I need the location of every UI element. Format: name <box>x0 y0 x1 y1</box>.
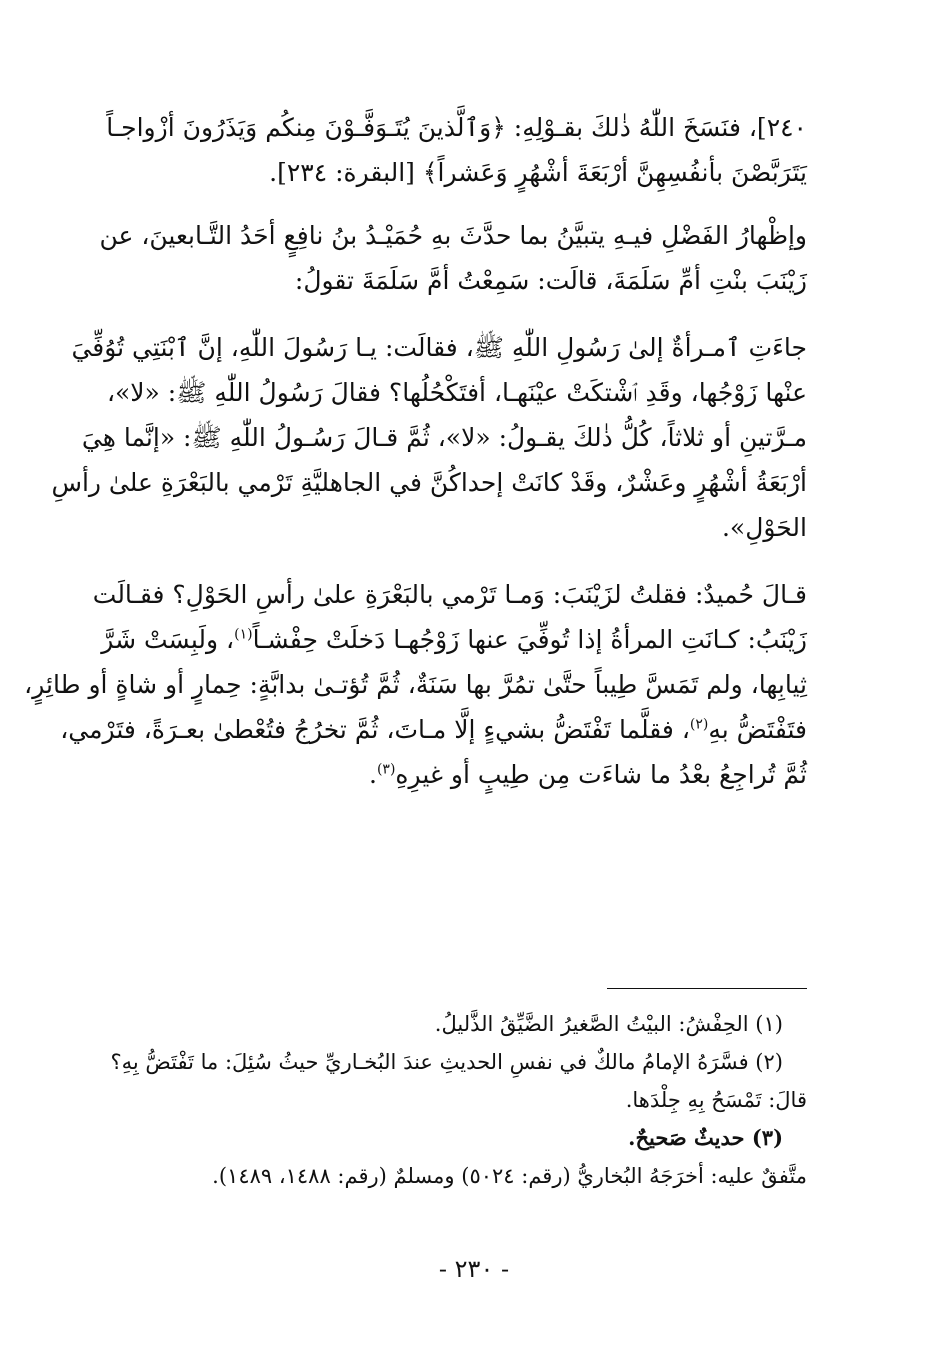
text-line: وإظْهارُ الفَضْلِ فيـهِ يتبيَّنُ بما حدَّثَ بهِ حُمَيْـدُ بنُ نافِعٍ أحَدُ التَّـابعينَ، عن <box>99 221 807 250</box>
text-segment: زَيْنَبُ: كـانَتِ المرأةُ إذا تُوفِّيَ عنها زَوْجُهـا دَخلَتْ حِفْشـاً <box>252 625 807 654</box>
text-line: ٢٤٠]، فنَسَخَ اللّٰهُ ذٰلكَ بقـوْلِهِ: ﴿وَٱلَّذينَ يُتَـوَفَّـوْنَ مِنكُم وَيَذَرُونَ أزْواجـاً <box>106 113 807 142</box>
text-line: عنْها زَوْجُها، وقَدِ ٱشْتكَتْ عيْنَهـا، أفتَكْحُلُها؟ فقالَ رَسُولُ اللّٰهِ ﷺ: «لا»، <box>106 378 807 407</box>
footnote-text: (٢) فسَّرَهُ الإمامُ مالكٌ في نفسِ الحديثِ عندَ البُخـاريِّ حيثُ سُئِلَ: ما تَفْتَضُّ بِهِ؟ <box>110 1050 783 1074</box>
text-line: يَتَرَبَّصْنَ بأنفُسِهِنَّ أرْبَعَةَ أشْهُرٍ وَعَشراً﴾ [البقرة: ٢٣٤]. <box>269 158 807 187</box>
text-line <box>60 707 807 752</box>
text-line: قـالَ حُميدٌ: فقلتُ لزَيْنَبَ: وَمـا تَرْمي بالبَعْرَةِ علىٰ رأسِ الحَوْلِ؟ فقـالَت <box>92 580 807 609</box>
text-line: الحَوْلِ». <box>721 513 807 542</box>
footnotes <box>95 1005 807 1195</box>
footnote-ref-1[interactable]: (١) <box>234 626 253 643</box>
footnote-text: (٣) حديثٌ صَحيحٌ. <box>628 1125 783 1150</box>
quran-paragraph <box>95 105 807 195</box>
hadith-paragraph <box>51 325 807 550</box>
main-text <box>24 105 807 797</box>
text-line: مـرَّتينِ أو ثلاثاً، كُلُّ ذٰلكَ يقـولُ: «لا»، ثُمَّ قـالَ رَسُـولُ اللّٰهِ ﷺ: «إنَّما هِيَ <box>81 423 807 452</box>
text-line: جاءَتِ ٱمـرأةٌ إلىٰ رَسُولِ اللّٰهِ ﷺ، فقالَت: يـا رَسُولَ اللّٰهِ، إنَّ ٱبْنَتِي تُوُفِّيَ <box>71 333 807 362</box>
text-segment: ، ولَبِسَتْ شَرَّ <box>101 625 235 654</box>
footnote-1 <box>95 1005 807 1043</box>
text-line: أرْبَعَةُ أشْهُرٍ وعَشْرٌ، وقَدْ كانَتْ إحداكُنَّ في الجاهليَّةِ تَرْمي بالبَعْرَةِ علىٰ رأسِ <box>51 468 807 497</box>
humaid-paragraph <box>24 572 807 797</box>
footnote-ref-2[interactable]: (٢) <box>689 716 709 733</box>
text-line: زَيْنَبَ بنْتِ أمِّ سَلَمَةَ، قالَت: سَمِعْتُ أمَّ سَلَمَةَ تقولُ: <box>294 266 807 295</box>
page-number: - ٢٣٠ - <box>438 1255 510 1283</box>
text-segment: ، فقلَّما تَفْتَضُّ بشيءٍ إلَّا مـاتَ، ثُمَّ تخرُجُ فتُعْطىٰ بعـرَةً، فتَرْمي، <box>60 715 690 744</box>
text-segment: فتَفْتَضُّ بهِ <box>708 715 807 744</box>
text-segment: . <box>369 760 377 789</box>
footnote-text: (١) الحِفْشُ: البيْتُ الصَّغيرُ الضَّيِّقُ الذَّليلُ. <box>434 1012 783 1036</box>
footnote-3 <box>95 1119 807 1157</box>
footnote-separator <box>607 988 807 989</box>
footnote-2 <box>95 1043 807 1081</box>
text-line: ثِيابِها، ولم تَمَسَّ طِيباً حتَّىٰ تمُرَّ بها سَنَةٌ، ثُمَّ تُؤتـىٰ بدابَّةٍ: حِمارٍ أو شاةٍ أو طائِرٍ، <box>24 670 807 699</box>
footnote-ref-3[interactable]: (٣) <box>376 761 396 778</box>
text-line <box>95 617 807 662</box>
footnote-3-continuation: متَّفقٌ عليه: أخرَجَهُ البُخاريُّ (رقم: ٥٠٢٤) ومسلمٌ (رقم: ١٤٨٨، ١٤٨٩). <box>212 1164 807 1188</box>
text-segment: ثُمَّ تُراجِعُ بعْدُ ما شاءَت مِن طِيبٍ أو غيرِهِ <box>395 760 807 789</box>
text-line <box>95 752 807 797</box>
footnote-2-continuation: قالَ: تَمْسَحُ بِهِ جِلْدَها. <box>625 1088 807 1112</box>
intro-paragraph <box>95 213 807 303</box>
